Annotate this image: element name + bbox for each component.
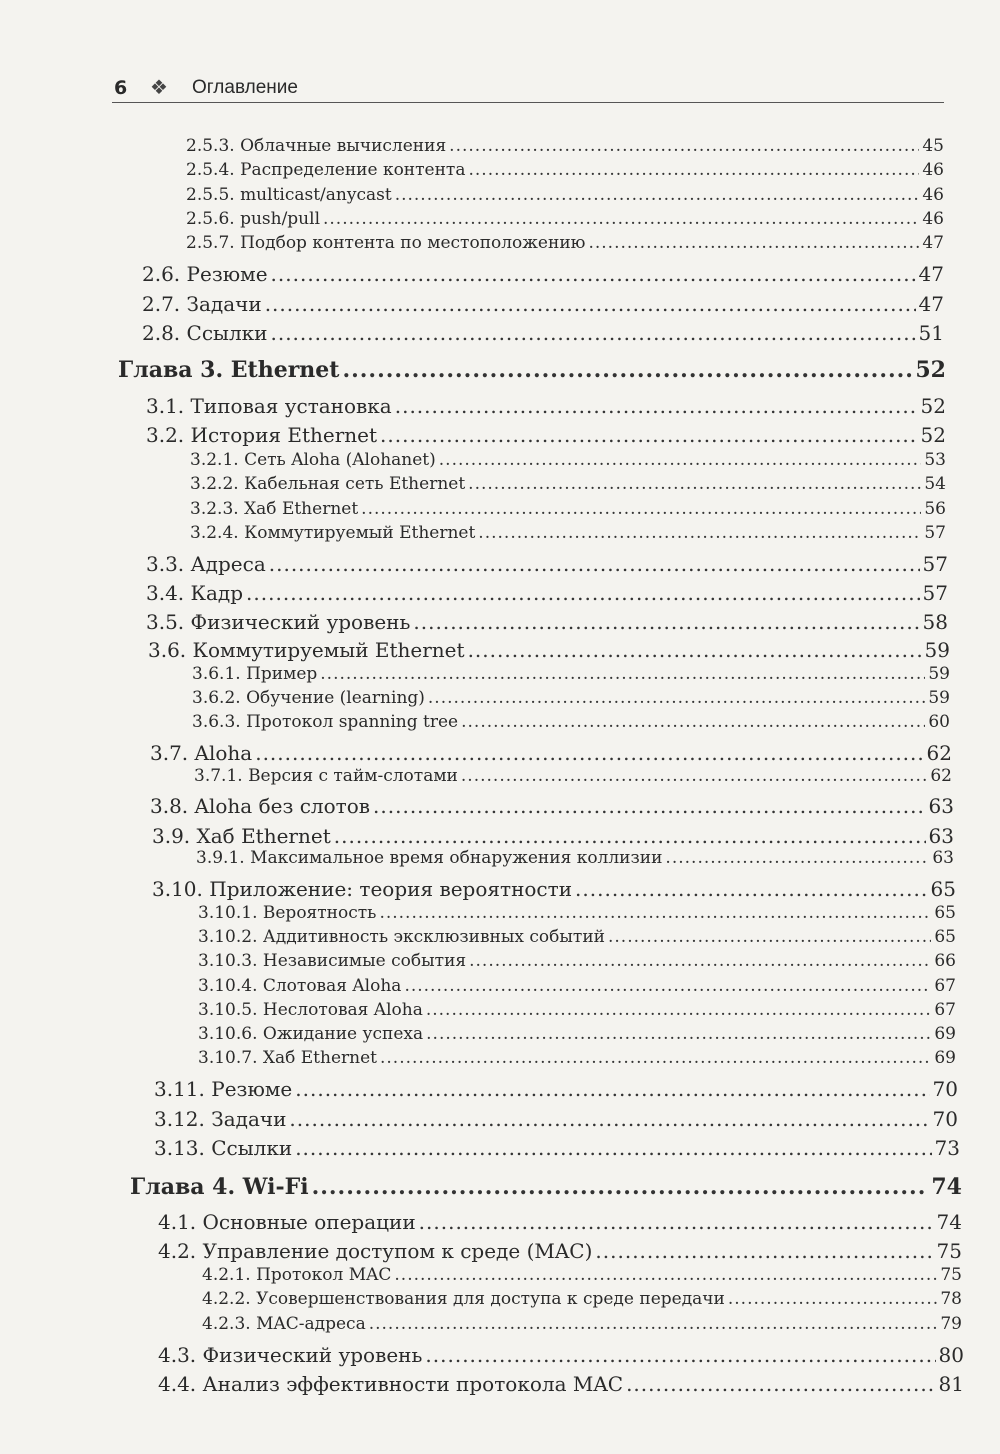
toc-entry-page: 46: [922, 160, 944, 180]
toc-entry-label: 4.1. Основные операции: [158, 1210, 416, 1234]
leader-dots: [289, 1107, 929, 1131]
toc-entry-page: 47: [918, 262, 944, 286]
toc-entry-page: 62: [926, 741, 952, 765]
toc-entry-label: 2.6. Резюме: [142, 262, 268, 286]
toc-entry-label: 3.2. История Ethernet: [146, 423, 378, 447]
toc-entry-page: 52: [920, 423, 946, 447]
toc-entry-label: 3.10.7. Хаб Ethernet: [198, 1048, 377, 1068]
toc-entry-page: 59: [928, 664, 950, 684]
toc-entry-label: 2.5.5. multicast/anycast: [186, 185, 392, 205]
toc-entry-label: 2.5.6. push/pull: [186, 209, 320, 229]
leader-dots: [419, 1210, 934, 1234]
toc-entry: [186, 233, 944, 253]
toc-entry: [198, 951, 956, 971]
toc-entry: [196, 848, 954, 868]
toc-entry-label: 3.12. Задачи: [154, 1107, 287, 1131]
toc-entry-label: 4.4. Анализ эффективности протокола MAC: [158, 1372, 624, 1396]
toc-entry: [202, 1289, 962, 1309]
toc-entry-page: 45: [922, 136, 944, 156]
toc-entry: [146, 423, 946, 447]
toc-entry: [198, 927, 956, 947]
leader-dots: [626, 1372, 935, 1396]
leader-dots: [373, 794, 926, 818]
toc-chapter: [118, 357, 946, 383]
leader-dots: [426, 1024, 931, 1044]
leader-dots: [270, 321, 915, 345]
leader-dots: [269, 552, 920, 576]
toc-chapter-label: Глава 3. Ethernet: [118, 357, 340, 383]
toc-entry-page: 65: [934, 927, 956, 947]
ornament-icon: ❖: [150, 75, 168, 99]
toc-entry: [198, 1048, 956, 1068]
leader-dots: [468, 474, 921, 494]
toc-entry-label: 3.1. Типовая установка: [146, 394, 392, 418]
toc-entry-label: 3.11. Резюме: [154, 1077, 293, 1101]
toc-entry-label: 4.2.3. MAC-адреса: [202, 1314, 366, 1334]
toc-entry-label: 4.2.2. Усовершенствования для доступа к среде передачи: [202, 1289, 725, 1309]
toc-entry: [202, 1265, 962, 1285]
toc-entry-page: 78: [940, 1289, 962, 1309]
leader-dots: [394, 1265, 937, 1285]
leader-dots: [380, 423, 918, 447]
toc-entry-label: 3.3. Адреса: [146, 552, 266, 576]
leader-dots: [361, 499, 921, 519]
toc-entry-page: 57: [922, 552, 948, 576]
leader-dots: [395, 394, 918, 418]
toc-entry-page: 65: [930, 877, 956, 901]
toc-entry: [158, 1239, 962, 1263]
toc-entry-label: 3.10.6. Ожидание успеха: [198, 1024, 424, 1044]
leader-dots: [334, 824, 926, 848]
toc-entry: [142, 321, 944, 345]
page-number: 6: [114, 77, 128, 99]
leader-dots: [461, 766, 927, 786]
toc-entry-page: 79: [940, 1314, 962, 1334]
toc-entry-label: 3.2.1. Сеть Aloha (Alohanet): [190, 450, 436, 470]
toc-entry-page: 51: [918, 321, 944, 345]
leader-dots: [395, 185, 920, 205]
toc-entry: [198, 1024, 956, 1044]
toc-entry-label: 3.2.2. Кабельная сеть Ethernet: [190, 474, 466, 494]
toc-entry: [192, 712, 950, 732]
toc-entry-label: 2.5.7. Подбор контента по местоположению: [186, 233, 586, 253]
toc-entry: [186, 160, 944, 180]
toc-entry-page: 74: [936, 1210, 962, 1234]
leader-dots: [295, 1136, 931, 1160]
toc-entry: [146, 552, 948, 576]
toc-entry-page: 59: [928, 688, 950, 708]
toc-entry-label: 3.10.3. Независимые события: [198, 951, 467, 971]
toc-entry-page: 75: [940, 1265, 962, 1285]
leader-dots: [426, 1000, 932, 1020]
toc-entry: [154, 1077, 958, 1101]
toc-entry-page: 65: [934, 903, 956, 923]
leader-dots: [461, 712, 925, 732]
leader-dots: [468, 160, 919, 180]
leader-dots: [379, 903, 931, 923]
toc-entry-page: 69: [934, 1048, 956, 1068]
toc-entry: [146, 610, 948, 634]
toc-entry: [154, 1136, 960, 1160]
toc-entry: [190, 499, 946, 519]
toc-entry: [158, 1343, 964, 1367]
toc-entry-page: 59: [924, 638, 950, 662]
toc-entry-label: 2.5.4. Распределение контента: [186, 160, 466, 180]
leader-dots: [588, 233, 919, 253]
toc-entry-page: 57: [922, 581, 948, 605]
leader-dots: [425, 1343, 935, 1367]
toc-chapter-page: 52: [915, 357, 946, 383]
leader-dots: [246, 581, 920, 605]
toc-entry: [150, 794, 954, 818]
toc-entry: [192, 688, 950, 708]
toc-entry-label: 3.2.4. Коммутируемый Ethernet: [190, 523, 476, 543]
toc-entry: [158, 1210, 962, 1234]
toc-entry-page: 62: [930, 766, 952, 786]
toc-entry: [146, 394, 946, 418]
leader-dots: [320, 664, 925, 684]
toc-entry-page: 63: [928, 794, 954, 818]
toc-entry-page: 67: [934, 1000, 956, 1020]
toc-entry-page: 63: [932, 848, 954, 868]
toc-entry: [192, 664, 950, 684]
leader-dots: [428, 688, 925, 708]
toc-entry-page: 69: [934, 1024, 956, 1044]
toc-entry-label: 4.3. Физический уровень: [158, 1343, 423, 1367]
leader-dots: [595, 1239, 933, 1263]
leader-dots: [449, 136, 919, 156]
toc-entry-label: 3.7. Aloha: [150, 741, 253, 765]
toc-entry: [190, 450, 946, 470]
toc-entry-label: 4.2. Управление доступом к среде (MAC): [158, 1239, 593, 1263]
leader-dots: [342, 357, 912, 383]
toc-entry: [186, 209, 944, 229]
toc-entry-label: 3.9.1. Максимальное время обнаружения коллизии: [196, 848, 663, 868]
leader-dots: [295, 1077, 929, 1101]
toc-entry-page: 56: [924, 499, 946, 519]
toc-entry-label: 2.7. Задачи: [142, 292, 262, 316]
leader-dots: [265, 292, 916, 316]
toc-entry-page: 60: [928, 712, 950, 732]
toc-entry-label: 3.7.1. Версия с тайм-слотами: [194, 766, 458, 786]
toc-entry-page: 46: [922, 209, 944, 229]
toc-chapter-label: Глава 4. Wi-Fi: [130, 1174, 309, 1200]
toc-entry: [148, 638, 950, 662]
toc-entry: [190, 474, 946, 494]
toc-chapter: [130, 1174, 962, 1200]
toc-entry-label: 3.10.2. Аддитивность эксклюзивных событий: [198, 927, 605, 947]
toc-entry-page: 80: [938, 1343, 964, 1367]
leader-dots: [469, 951, 931, 971]
toc-entry: [142, 262, 944, 286]
leader-dots: [380, 1048, 931, 1068]
toc-entry-page: 63: [928, 824, 954, 848]
toc-entry: [190, 523, 946, 543]
toc-entry-label: 3.10.5. Неслотовая Aloha: [198, 1000, 423, 1020]
toc-entry-page: 75: [936, 1239, 962, 1263]
toc-entry-label: 3.6. Коммутируемый Ethernet: [148, 638, 465, 662]
toc-entry-page: 67: [934, 976, 956, 996]
toc-entry-label: 3.10.1. Вероятность: [198, 903, 377, 923]
toc-entry-page: 53: [924, 450, 946, 470]
leader-dots: [255, 741, 923, 765]
toc-entry-label: 3.6.3. Протокол spanning tree: [192, 712, 459, 732]
toc-entry: [150, 741, 952, 765]
toc-entry-page: 57: [924, 523, 946, 543]
toc-entry-label: 3.10.4. Слотовая Aloha: [198, 976, 402, 996]
toc-entry-label: 3.13. Ссылки: [154, 1136, 293, 1160]
leader-dots: [369, 1314, 938, 1334]
toc-entry-label: 3.9. Хаб Ethernet: [152, 824, 331, 848]
toc-entry-label: 2.5.3. Облачные вычисления: [186, 136, 447, 156]
leader-dots: [271, 262, 916, 286]
toc-entry-label: 4.2.1. Протокол MAC: [202, 1265, 392, 1285]
leader-dots: [575, 877, 928, 901]
toc-entry-page: 54: [924, 474, 946, 494]
toc-entry: [154, 1107, 958, 1131]
toc-entry-label: 3.5. Физический уровень: [146, 610, 411, 634]
leader-dots: [404, 976, 931, 996]
toc-entry: [158, 1372, 964, 1396]
toc-entry-page: 52: [920, 394, 946, 418]
leader-dots: [665, 848, 929, 868]
toc-entry-label: 2.8. Ссылки: [142, 321, 268, 345]
toc-entry: [198, 1000, 956, 1020]
toc-entry: [198, 903, 956, 923]
leader-dots: [323, 209, 919, 229]
toc-entry: [194, 766, 952, 786]
leader-dots: [608, 927, 931, 947]
header-title: Оглавление: [192, 77, 298, 98]
toc-entry-label: 3.6.1. Пример: [192, 664, 318, 684]
toc-entry-page: 70: [932, 1077, 958, 1101]
toc-entry: [186, 136, 944, 156]
toc-entry: [198, 976, 956, 996]
toc-entry-page: 66: [934, 951, 956, 971]
toc-entry-page: 73: [934, 1136, 960, 1160]
toc-chapter-page: 74: [931, 1174, 962, 1200]
toc-entry: [142, 292, 944, 316]
leader-dots: [728, 1289, 937, 1309]
leader-dots: [312, 1174, 929, 1200]
leader-dots: [413, 610, 919, 634]
toc-entry: [152, 824, 954, 848]
toc-entry: [152, 877, 956, 901]
toc-entry-page: 47: [918, 292, 944, 316]
toc-entry-page: 70: [932, 1107, 958, 1131]
toc-entry: [146, 581, 948, 605]
toc-entry-page: 46: [922, 185, 944, 205]
toc-entry-page: 81: [938, 1372, 964, 1396]
toc-entry-label: 3.10. Приложение: теория вероятности: [152, 877, 573, 901]
toc-entry: [186, 185, 944, 205]
leader-dots: [478, 523, 921, 543]
leader-dots: [468, 638, 922, 662]
toc-entry-page: 47: [922, 233, 944, 253]
toc-entry-label: 3.4. Кадр: [146, 581, 244, 605]
toc-entry-label: 3.6.2. Обучение (learning): [192, 688, 425, 708]
toc-entry-label: 3.2.3. Хаб Ethernet: [190, 499, 359, 519]
toc-entry-label: 3.8. Aloha без слотов: [150, 794, 371, 818]
toc-entry: [202, 1314, 962, 1334]
leader-dots: [439, 450, 922, 470]
toc-entry-page: 58: [922, 610, 948, 634]
